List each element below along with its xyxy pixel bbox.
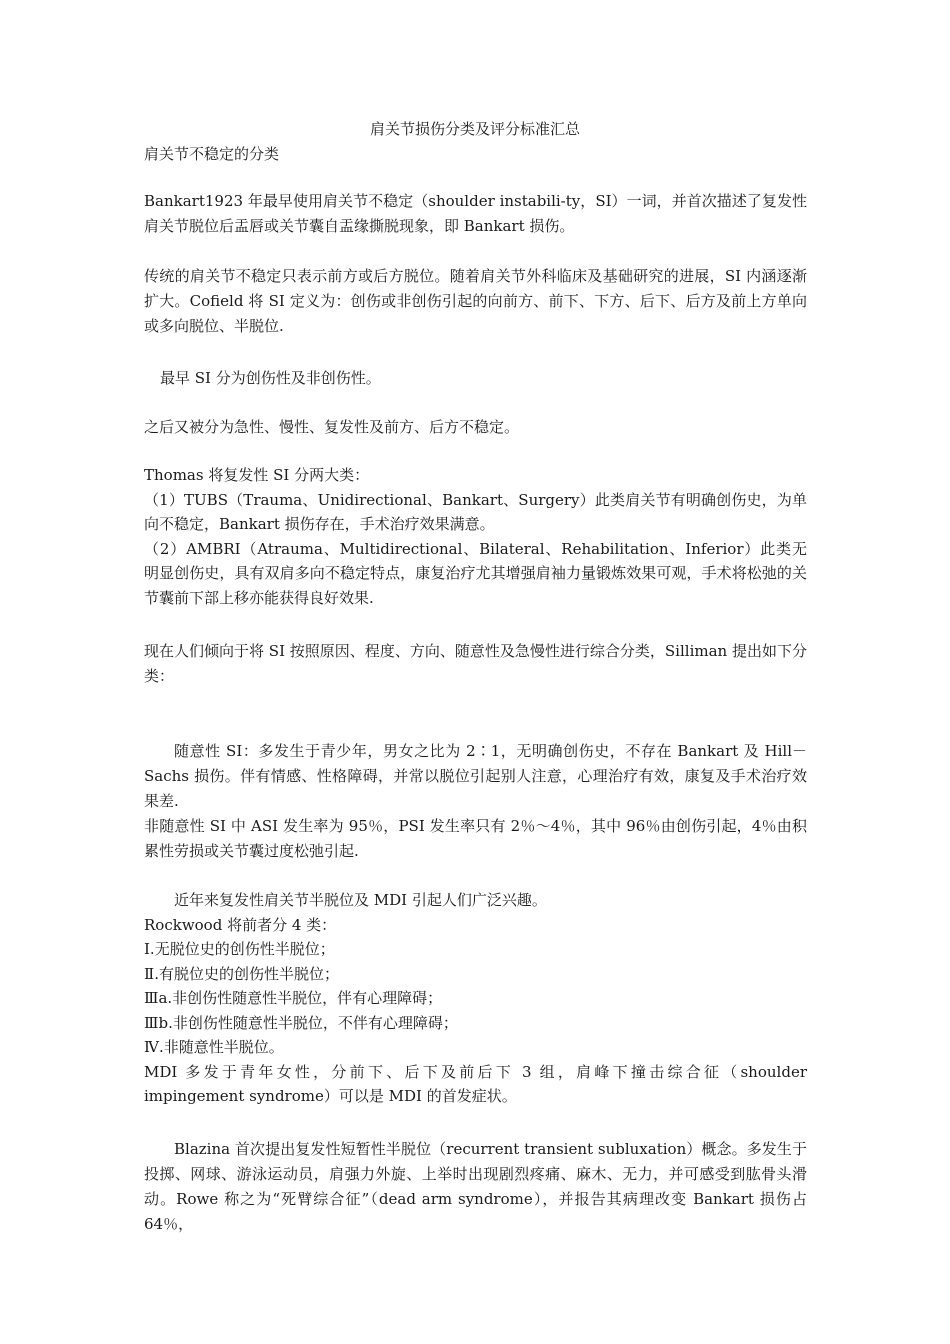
thomas-item-tubs: （1）TUBS（Trauma、Unidirectional、Bankart、Surgery）此类肩关节有明确创伤史，为单向不稳定，Bankart 损伤存在，手术治疗效果满意。: [144, 490, 807, 533]
document-title: 肩关节损伤分类及评分标准汇总: [369, 120, 580, 138]
thomas-item-ambri: （2）AMBRI（Atrauma、Multidirectional、Bilateral、Rehabilitation、Inferior）此类无明显创伤史，具有双肩多向不稳定特点，康复治疗尤其增强肩袖力量锻炼效果可观，手术将松弛的关节囊前下部上移亦能获得良好效果.: [144, 539, 807, 607]
paragraph-bankart-history: Bankart1923 年最早使用肩关节不稳定（shoulder instabili-ty，SI）一词，并首次描述了复发性肩关节脱位后盂唇或关节囊自盂缘撕脱现象，即 Bankart 损伤。: [144, 192, 807, 235]
paragraph-traditional-definition: 传统的肩关节不稳定只表示前方或后方脱位。随着肩关节外科临床及基础研究的进展，SI 内涵逐渐扩大。Cofield 将 SI 定义为：创伤或非创伤引起的向前方、前下、下方、后下、后方及前上方单向或多向脱位、半脱位.: [144, 267, 807, 335]
rockwood-item-3b: Ⅲb.非创伤性随意性半脱位，不伴有心理障碍；: [144, 1013, 458, 1032]
rockwood-item-4: Ⅳ.非随意性半脱位。: [144, 1038, 284, 1056]
rockwood-item-1: Ⅰ.无脱位史的创伤性半脱位；: [144, 940, 335, 958]
rockwood-intro: Rockwood 将前者分 4 类：: [144, 915, 337, 934]
paragraph-thomas-classification: [144, 463, 807, 610]
paragraph-involuntary-si: 非随意性 SI 中 ASI 发生率为 95％，PSI 发生率只有 2％～4％，其中 96％由创伤引起，4％由积累性劳损或关节囊过度松弛引起.: [144, 817, 807, 860]
section-heading: 肩关节不稳定的分类: [144, 145, 280, 163]
mdi-interest-line: 近年来复发性肩关节半脱位及 MDI 引起人们广泛兴趣。: [174, 891, 547, 909]
paragraph-earliest-classification: 最早 SI 分为创伤性及非创伤性。: [160, 369, 381, 387]
paragraph-blazina: Blazina 首次提出复发性短暂性半脱位（recurrent transient subluxation）概念。多发生于投掷、网球、游泳运动员，肩强力外旋、上举时出现剧烈疼痛、麻木、无力，并可感受到肱骨头滑动。Rowe 称之为“死臂综合征”（dead arm syndrome），并报告其病理改变 Bankart 损伤占 64％，: [144, 1140, 807, 1233]
rockwood-item-3a: Ⅲa.非创伤性随意性半脱位，伴有心理障碍；: [144, 989, 443, 1007]
paragraph-voluntary-si: 随意性 SI：多发生于青少年，男女之比为 2∶1，无明确创伤史，不存在 Bankart 及 Hill－Sachs 损伤。伴有情感、性格障碍，并常以脱位引起别人注意，心理治疗有效，康复及手术治疗效果差.: [144, 742, 807, 810]
rockwood-item-2: Ⅱ.有脱位史的创伤性半脱位；: [144, 964, 339, 983]
paragraph-later-classification: 之后又被分为急性、慢性、复发性及前方、后方不稳定。: [144, 418, 520, 436]
paragraph-silliman-intro: 现在人们倾向于将 SI 按照原因、程度、方向、随意性及急慢性进行综合分类，Silliman 提出如下分类：: [144, 642, 807, 685]
thomas-intro: Thomas 将复发性 SI 分两大类：: [144, 466, 370, 484]
paragraph-rockwood-classification: [144, 888, 807, 1109]
paragraph-mdi: MDI 多发于青年女性，分前下、后下及前后下 3 组，肩峰下撞击综合征（shoulder impingement syndrome）可以是 MDI 的首发症状。: [144, 1062, 807, 1105]
